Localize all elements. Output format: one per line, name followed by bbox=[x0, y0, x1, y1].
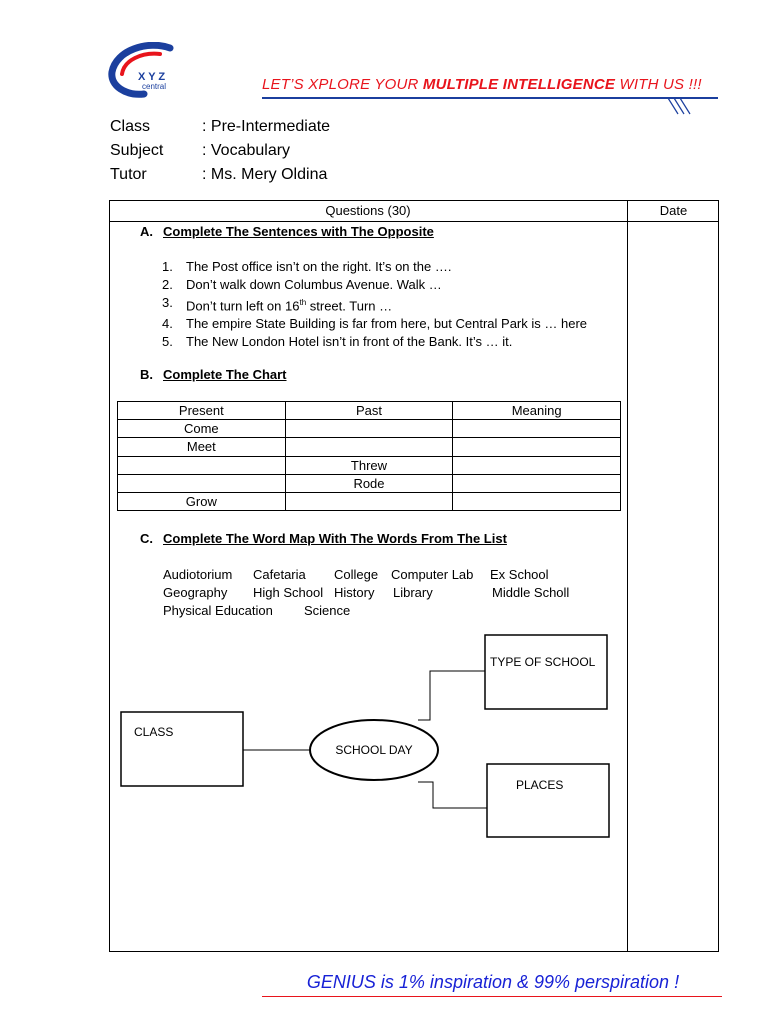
section-c-title: Complete The Word Map With The Words From The List bbox=[163, 531, 507, 546]
item-text: The Post office isn’t on the right. It’s on the …. bbox=[186, 259, 452, 274]
tutor-label: Tutor bbox=[110, 166, 147, 183]
cell-meaning[interactable] bbox=[453, 420, 621, 438]
section-b-letter: B. bbox=[140, 367, 153, 382]
table-row bbox=[118, 456, 621, 474]
item-number: 1. bbox=[162, 259, 173, 274]
section-a-title: Complete The Sentences with The Opposite bbox=[163, 224, 434, 239]
list-item: Audiotorium bbox=[163, 567, 233, 582]
section-a-list bbox=[162, 258, 587, 350]
list-item bbox=[162, 276, 587, 294]
list-item: Science bbox=[304, 603, 351, 618]
subject-value: : Vocabulary bbox=[202, 142, 291, 159]
cell-meaning[interactable] bbox=[453, 474, 621, 492]
questions-header: Questions (30) bbox=[325, 203, 411, 218]
cell-meaning[interactable] bbox=[453, 438, 621, 456]
class-box-label: CLASS bbox=[134, 725, 174, 739]
list-item: Cafetaria bbox=[253, 567, 306, 582]
list-item: Ex School bbox=[490, 567, 549, 582]
slogan-post: WITH US !!! bbox=[615, 76, 702, 93]
class-value: : Pre-Intermediate bbox=[202, 118, 331, 135]
list-item: High School bbox=[253, 585, 324, 600]
places-box[interactable] bbox=[487, 764, 609, 837]
cell-past: Threw bbox=[285, 456, 453, 474]
header-past: Past bbox=[285, 402, 453, 420]
cell-meaning[interactable] bbox=[453, 492, 621, 510]
header-present: Present bbox=[118, 402, 286, 420]
item-number: 2. bbox=[162, 276, 173, 292]
hatch-marks-icon bbox=[666, 96, 692, 116]
cell-past: Rode bbox=[285, 474, 453, 492]
cell-meaning[interactable] bbox=[453, 456, 621, 474]
item-number: 4. bbox=[162, 315, 173, 331]
subject-label: Subject bbox=[110, 142, 164, 159]
slogan bbox=[262, 76, 702, 93]
cell-present: Meet bbox=[118, 438, 286, 456]
slogan-pre: LET’S XPLORE YOUR bbox=[262, 76, 423, 93]
cell-past[interactable] bbox=[285, 420, 453, 438]
info-class-row bbox=[110, 115, 330, 139]
slogan-underline bbox=[262, 97, 718, 99]
verb-chart-table bbox=[117, 401, 621, 511]
school-day-label: SCHOOL DAY bbox=[335, 743, 413, 757]
logo-sub: central bbox=[142, 82, 167, 91]
list-item: Geography bbox=[163, 585, 228, 600]
places-box-label: PLACES bbox=[516, 778, 564, 792]
cell-present[interactable] bbox=[118, 456, 286, 474]
cell-present: Grow bbox=[118, 492, 286, 510]
table-header-row bbox=[118, 402, 621, 420]
date-column-divider bbox=[627, 200, 628, 952]
list-item bbox=[162, 294, 587, 315]
section-b-title: Complete The Chart bbox=[163, 367, 287, 382]
xyz-central-logo bbox=[108, 42, 194, 98]
section-c-letter: C. bbox=[140, 531, 153, 546]
item-number: 5. bbox=[162, 333, 173, 349]
cell-present: Come bbox=[118, 420, 286, 438]
info-subject-row bbox=[110, 139, 330, 163]
connector-type bbox=[418, 671, 485, 720]
table-row bbox=[118, 492, 621, 510]
info-block bbox=[110, 115, 330, 187]
tutor-value: : Ms. Mery Oldina bbox=[202, 166, 328, 183]
footer-underline bbox=[262, 996, 722, 997]
type-box-label: TYPE OF SCHOOL bbox=[490, 655, 596, 669]
slogan-bold: MULTIPLE INTELLIGENCE bbox=[422, 76, 616, 93]
connector-places bbox=[418, 782, 487, 808]
class-box[interactable] bbox=[121, 712, 243, 786]
list-item: Computer Lab bbox=[391, 567, 474, 582]
section-a-letter: A. bbox=[140, 224, 153, 239]
date-header: Date bbox=[659, 203, 688, 218]
item-text-sup: th bbox=[299, 297, 307, 307]
table-row bbox=[118, 474, 621, 492]
header-meaning: Meaning bbox=[453, 402, 621, 420]
table-row bbox=[118, 420, 621, 438]
item-text-pre: Don’t turn left on 16 bbox=[186, 297, 300, 313]
cell-past[interactable] bbox=[285, 492, 453, 510]
item-text: The New London Hotel isn’t in front of the Bank. It’s … it. bbox=[186, 333, 513, 349]
item-text: Don’t walk down Columbus Avenue. Walk … bbox=[186, 276, 442, 292]
item-text bbox=[186, 294, 392, 315]
list-item: Middle Scholl bbox=[492, 585, 570, 600]
type-of-school-box[interactable] bbox=[485, 635, 607, 709]
list-item: Physical Education bbox=[163, 603, 273, 618]
info-tutor-row bbox=[110, 163, 330, 187]
list-item: History bbox=[334, 585, 375, 600]
list-item bbox=[162, 315, 587, 333]
item-text-post: street. Turn … bbox=[306, 297, 393, 313]
item-number: 3. bbox=[162, 294, 173, 310]
item-text: The empire State Building is far from here, but Central Park is … here bbox=[186, 315, 588, 331]
table-row bbox=[118, 438, 621, 456]
footer-quote: GENIUS is 1% inspiration & 99% perspiration ! bbox=[306, 972, 680, 992]
list-item: College bbox=[334, 567, 379, 582]
list-item bbox=[162, 258, 587, 276]
word-map bbox=[110, 630, 620, 844]
cell-past[interactable] bbox=[285, 438, 453, 456]
logo-letters: X Y Z bbox=[138, 71, 166, 83]
list-item: Library bbox=[393, 585, 433, 600]
class-label: Class bbox=[110, 118, 151, 135]
list-item bbox=[162, 333, 587, 351]
cell-present[interactable] bbox=[118, 474, 286, 492]
